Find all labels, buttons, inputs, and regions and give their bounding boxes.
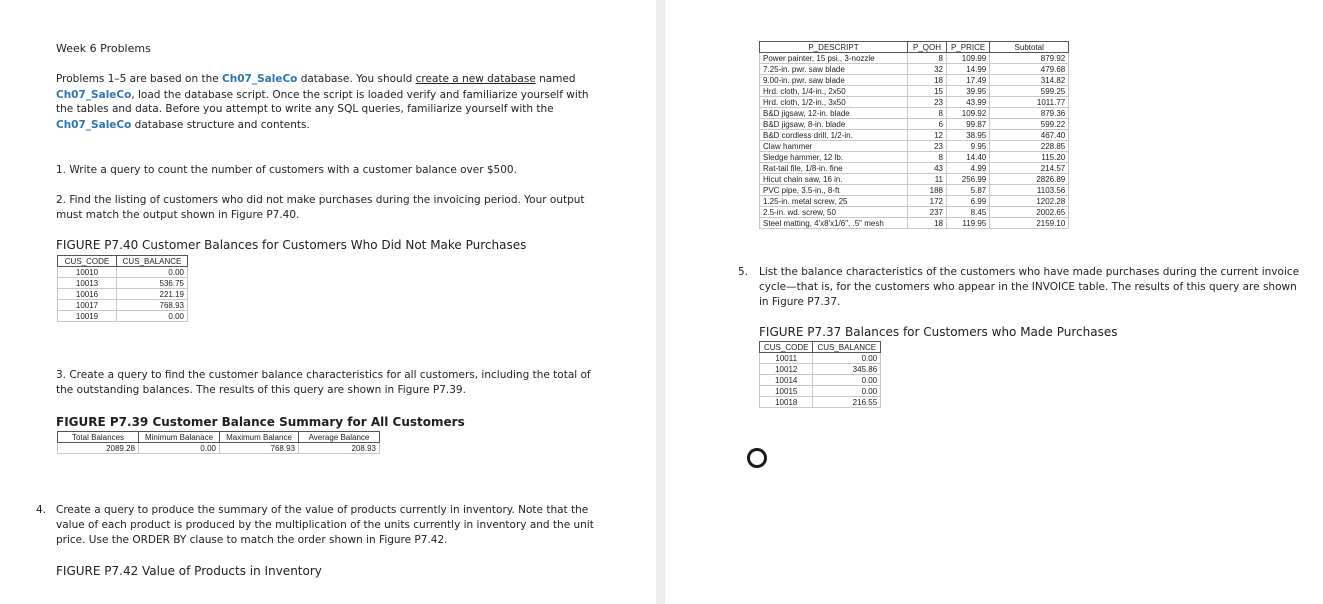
table-cell: 2089.28 [58,443,139,454]
table-cell: 0.00 [117,311,188,322]
table-cell: 1.25-in. metal screw, 25 [760,196,908,207]
table-row [760,163,1069,174]
figure-p740-table [57,255,188,322]
table-cell: 214.57 [990,163,1069,174]
intro-text-a: Problems 1–5 are based on the [56,73,223,85]
table-cell: 17.49 [947,75,990,86]
table-cell: 18 [908,75,947,86]
question-2-line-1: 2. Find the listing of customers who did not make purchases during the invoicing period. Your output [56,194,585,206]
table-cell: 8 [908,108,947,119]
table-cell: 768.93 [220,443,299,454]
table-cell: 172 [908,196,947,207]
table-cell: 6 [908,119,947,130]
table-row [760,130,1069,141]
column-header: CUS_BALANCE [117,256,188,267]
table-cell: 12 [908,130,947,141]
table-cell: Claw hammer [760,141,908,152]
table-cell: 99.87 [947,119,990,130]
table-cell: 188 [908,185,947,196]
question-5-line-1: List the balance characteristics of the customers who have made purchases during the current invoice [759,266,1300,278]
table-cell: B&D cordless drill, 1/2-in. [760,130,908,141]
intro-text-b: database. You should [297,73,416,85]
table-cell: 43.99 [947,97,990,108]
table-row [760,75,1069,86]
page-heading: Week 6 Problems [56,42,151,55]
table-cell: 0.00 [139,443,220,454]
table-row [760,185,1069,196]
column-header: Subtotal [990,42,1069,53]
table-cell: 8.45 [947,207,990,218]
table-row [760,97,1069,108]
table-cell: 208.93 [299,443,380,454]
table-cell: 0.00 [813,386,881,397]
table-row [58,278,188,289]
column-header: P_QOH [908,42,947,53]
table-cell: 2.5-in. wd. screw, 50 [760,207,908,218]
table-cell: 345.86 [813,364,881,375]
table-cell: 10010 [58,267,117,278]
table-row [760,353,881,364]
table-cell: 10014 [760,375,813,386]
table-cell: 39.95 [947,86,990,97]
table-cell: Rat-tail file, 1/8-in. fine [760,163,908,174]
table-cell: 221.19 [117,289,188,300]
table-cell: Power painter, 15 psi., 3-nozzle [760,53,908,64]
table-cell: Sledge hammer, 12 lb. [760,152,908,163]
table-row [760,174,1069,185]
table-row [760,375,881,386]
db-name: Ch07_SaleCo [56,89,132,101]
table-cell: 879.36 [990,108,1069,119]
figure-p739-table [57,431,380,454]
table-cell: 10018 [760,397,813,408]
table-cell: 8 [908,152,947,163]
question-3-line-2: the outstanding balances. The results of this query are shown in Figure P7.39. [56,384,466,396]
intro-text-e: the tables and data. Before you attempt to write any SQL queries, familiarize yourself with the [56,103,554,115]
figure-p737-table [759,341,881,408]
table-cell: 10019 [58,311,117,322]
table-cell: Hrd. cloth, 1/2-in., 3x50 [760,97,908,108]
column-header: P_DESCRIPT [760,42,908,53]
table-cell: 1103.56 [990,185,1069,196]
table-cell: B&D jigsaw, 8-in. blade [760,119,908,130]
table-row [760,196,1069,207]
table-cell: PVC pipe, 3.5-in., 8-ft [760,185,908,196]
figure-p742-title: FIGURE P7.42 Value of Products in Inventory [56,564,322,578]
table-cell: 15 [908,86,947,97]
table-cell: 119.95 [947,218,990,229]
table-row [760,386,881,397]
question-3-line-1: 3. Create a query to find the customer balance characteristics for all customers, including the total of [56,369,591,381]
table-cell: 14.99 [947,64,990,75]
question-4-line-3: price. Use the ORDER BY clause to match the order shown in Figure P7.42. [56,534,448,546]
table-row [760,64,1069,75]
table-cell: 10012 [760,364,813,375]
table-cell: 536.75 [117,278,188,289]
table-cell: 18 [908,218,947,229]
column-header: CUS_CODE [760,342,813,353]
create-database-link[interactable]: create a new database [415,73,536,85]
circle-cursor-icon [747,448,767,468]
question-4-number: 4. [36,504,47,516]
table-cell: 237 [908,207,947,218]
question-5-number: 5. [738,266,749,278]
table-row [58,289,188,300]
table-cell: 599.25 [990,86,1069,97]
table-cell: 10015 [760,386,813,397]
figure-p739-title: FIGURE P7.39 Customer Balance Summary for All Customers [56,415,465,429]
table-cell: 115.20 [990,152,1069,163]
table-cell: Steel matting, 4'x8'x1/6", .5" mesh [760,218,908,229]
column-header: Minimum Balanace [139,432,220,443]
table-cell: 479.68 [990,64,1069,75]
table-cell: 109.92 [947,108,990,119]
table-cell: 23 [908,97,947,108]
table-cell: Hrd. cloth, 1/4-in., 2x50 [760,86,908,97]
table-row [58,300,188,311]
table-cell: 4.99 [947,163,990,174]
table-cell: 2159.10 [990,218,1069,229]
products-value-table [759,41,1069,229]
table-cell: 14.40 [947,152,990,163]
table-cell: 32 [908,64,947,75]
table-row [760,119,1069,130]
table-row [760,152,1069,163]
table-row [58,267,188,278]
table-row [58,311,188,322]
figure-p737-title: FIGURE P7.37 Balances for Customers who Made Purchases [759,325,1118,339]
table-row [760,141,1069,152]
question-5-line-2: cycle—that is, for the customers who appear in the INVOICE table. The results of this query are shown [759,281,1297,293]
column-header: CUS_CODE [58,256,117,267]
column-header: Total Balances [58,432,139,443]
table-cell: Hicut chain saw, 16 in. [760,174,908,185]
table-cell: 6.99 [947,196,990,207]
table-cell: 23 [908,141,947,152]
question-2-line-2: must match the output shown in Figure P7.40. [56,209,300,221]
table-cell: 216.55 [813,397,881,408]
table-row [760,108,1069,119]
table-cell: 109.99 [947,53,990,64]
intro-text-c: named [535,73,576,85]
table-cell: B&D jigsaw, 12-in. blade [760,108,908,119]
question-4-line-1: Create a query to produce the summary of the value of products currently in inventory. Note that the [56,504,589,516]
table-cell: 10011 [760,353,813,364]
column-header: Maximum Balance [220,432,299,443]
column-header: CUS_BALANCE [813,342,881,353]
table-row [760,86,1069,97]
table-row [760,364,881,375]
table-cell: 228.85 [990,141,1069,152]
table-cell: 2002.65 [990,207,1069,218]
table-cell: 9.00-in. pwr. saw blade [760,75,908,86]
table-cell: 256.99 [947,174,990,185]
table-cell: 10013 [58,278,117,289]
table-row [760,53,1069,64]
column-header: Average Balance [299,432,380,443]
table-cell: 9.95 [947,141,990,152]
table-cell: 8 [908,53,947,64]
table-cell: 2826.89 [990,174,1069,185]
table-cell: 38.95 [947,130,990,141]
intro-text-d: , load the database script. Once the script is loaded verify and familiarize yourself with [131,89,589,101]
table-cell: 11 [908,174,947,185]
table-cell: 599.22 [990,119,1069,130]
intro-text-f: database structure and contents. [131,119,310,131]
table-cell: 1202.28 [990,196,1069,207]
table-cell: 314.82 [990,75,1069,86]
table-cell: 43 [908,163,947,174]
table-cell: 7.25-in. pwr. saw blade [760,64,908,75]
column-header: P_PRICE [947,42,990,53]
table-cell: 0.00 [117,267,188,278]
table-cell: 1011.77 [990,97,1069,108]
db-name: Ch07_SaleCo [222,73,298,85]
table-cell: 5.87 [947,185,990,196]
table-cell: 10016 [58,289,117,300]
table-cell: 0.00 [813,353,881,364]
table-cell: 467.40 [990,130,1069,141]
table-row [760,218,1069,229]
table-row [760,207,1069,218]
question-1: 1. Write a query to count the number of customers with a customer balance over $500. [56,164,517,176]
table-cell: 0.00 [813,375,881,386]
table-row [760,397,881,408]
table-cell: 768.93 [117,300,188,311]
table-row [58,443,380,454]
table-cell: 879.92 [990,53,1069,64]
db-name: Ch07_SaleCo [56,119,132,131]
question-4-line-2: value of each product is produced by the multiplication of the units currently in inventory and the unit [56,519,594,531]
table-cell: 10017 [58,300,117,311]
figure-p740-title: FIGURE P7.40 Customer Balances for Customers Who Did Not Make Purchases [56,238,527,252]
question-5-line-3: in Figure P7.37. [759,296,841,308]
